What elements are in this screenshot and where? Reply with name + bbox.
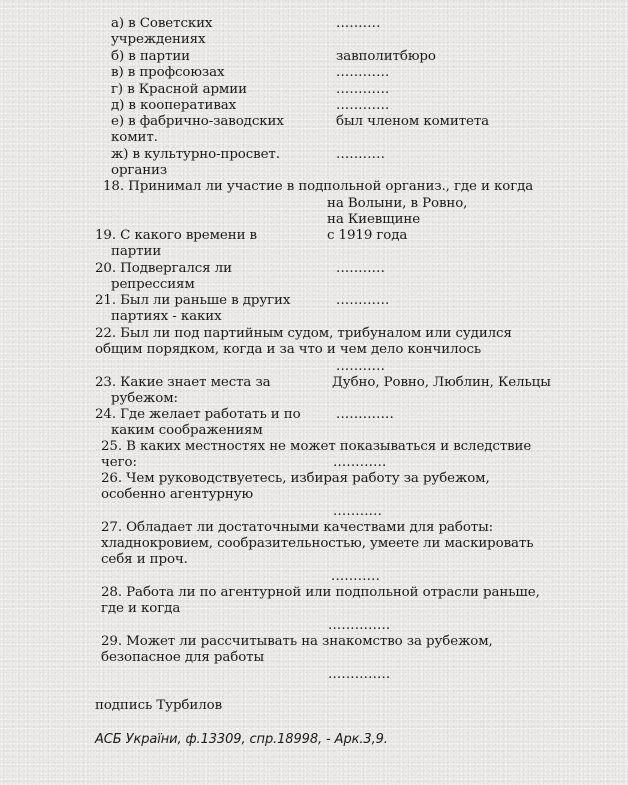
question-29: 29. Может ли рассчитывать на знакомство за рубежом, <box>101 634 493 649</box>
question-28: 28. Работа ли по агентурной или подпольной отрасли раньше, <box>101 585 540 600</box>
sub-item-a-label-cont: учреждениях <box>111 32 206 47</box>
question-23-answer: Дубно, Ровно, Люблин, Кельцы <box>332 375 551 390</box>
question-22-answer: ........... <box>336 359 386 374</box>
question-19-cont: партии <box>111 244 162 259</box>
sub-item-a-answer: .......... <box>336 16 381 31</box>
sub-item-e-label-cont: комит. <box>111 130 158 145</box>
sub-item-zh-answer: ........... <box>336 147 386 162</box>
question-27-answer: ........... <box>331 569 381 584</box>
sub-item-b-label: б) в партии <box>111 49 190 64</box>
sub-item-g-answer: ............ <box>336 82 390 97</box>
question-29-answer: .............. <box>328 667 391 682</box>
question-24: 24. Где желает работать и по <box>95 407 301 422</box>
signature: подпись Турбилов <box>95 698 223 713</box>
question-18: 18. Принимал ли участие в подпольной организ., где и когда <box>103 179 534 194</box>
sub-item-zh-label-cont: организ <box>111 163 168 178</box>
question-23: 23. Какие знает места за <box>95 375 271 390</box>
question-22: 22. Был ли под партийным судом, трибуналом или судился <box>95 326 512 341</box>
question-26-answer: ........... <box>333 504 383 519</box>
question-21: 21. Был ли раньше в других <box>95 293 291 308</box>
question-18-answer-cont: на Киевщине <box>327 212 421 227</box>
sub-item-g-label: г) в Красной армии <box>111 82 247 97</box>
sub-item-v-label: в) в профсоюзах <box>111 65 225 80</box>
question-20-answer: ........... <box>336 261 386 276</box>
question-25: 25. В каких местностях не может показываться и вследствие <box>101 439 532 454</box>
question-19: 19. С какого времени в <box>95 228 257 243</box>
sub-item-b-answer: завполитбюро <box>336 49 436 64</box>
sub-item-d-label: д) в кооперативах <box>111 98 237 113</box>
question-21-answer: ............ <box>336 293 390 308</box>
sub-item-d-answer: ............ <box>336 98 390 113</box>
question-21-cont: партиях - каких <box>111 309 222 324</box>
question-29-cont: безопасное для работы <box>101 650 265 665</box>
question-20: 20. Подвергался ли <box>95 261 232 276</box>
sub-item-v-answer: ............ <box>336 65 390 80</box>
question-27: 27. Обладает ли достаточными качествами для работы: <box>101 520 494 535</box>
question-27-cont: хладнокровием, сообразительностью, умеете ли маскировать <box>101 536 534 551</box>
question-28-cont: где и когда <box>101 601 181 616</box>
question-20-cont: репрессиям <box>111 277 195 292</box>
sub-item-zh-label: ж) в культурно-просвет. <box>111 147 280 162</box>
question-19-answer: с 1919 года <box>327 228 408 243</box>
question-18-answer: на Волыни, в Ровно, <box>327 196 468 211</box>
sub-item-e-label: е) в фабрично-заводских <box>111 114 284 129</box>
question-28-answer: .............. <box>328 618 391 633</box>
question-25-cont: чего: <box>101 455 137 470</box>
sub-item-e-answer: был членом комитета <box>336 114 490 129</box>
question-22-cont: общим порядком, когда и за что и чем дело кончилось <box>95 342 482 357</box>
question-26-cont: особенно агентурную <box>101 487 254 502</box>
question-24-cont: каким соображениям <box>111 423 263 438</box>
question-25-answer: ............ <box>333 455 387 470</box>
source-citation: АСБ України, ф.13309, спр.18998, - Арк.3,9. <box>95 732 388 747</box>
question-23-cont: рубежом: <box>111 391 178 406</box>
question-27-cont-2: себя и проч. <box>101 552 188 567</box>
question-24-answer: ............. <box>336 407 394 422</box>
sub-item-a-label: а) в Советских <box>111 16 213 31</box>
question-26: 26. Чем руководствуетесь, избирая работу за рубежом, <box>101 471 490 486</box>
